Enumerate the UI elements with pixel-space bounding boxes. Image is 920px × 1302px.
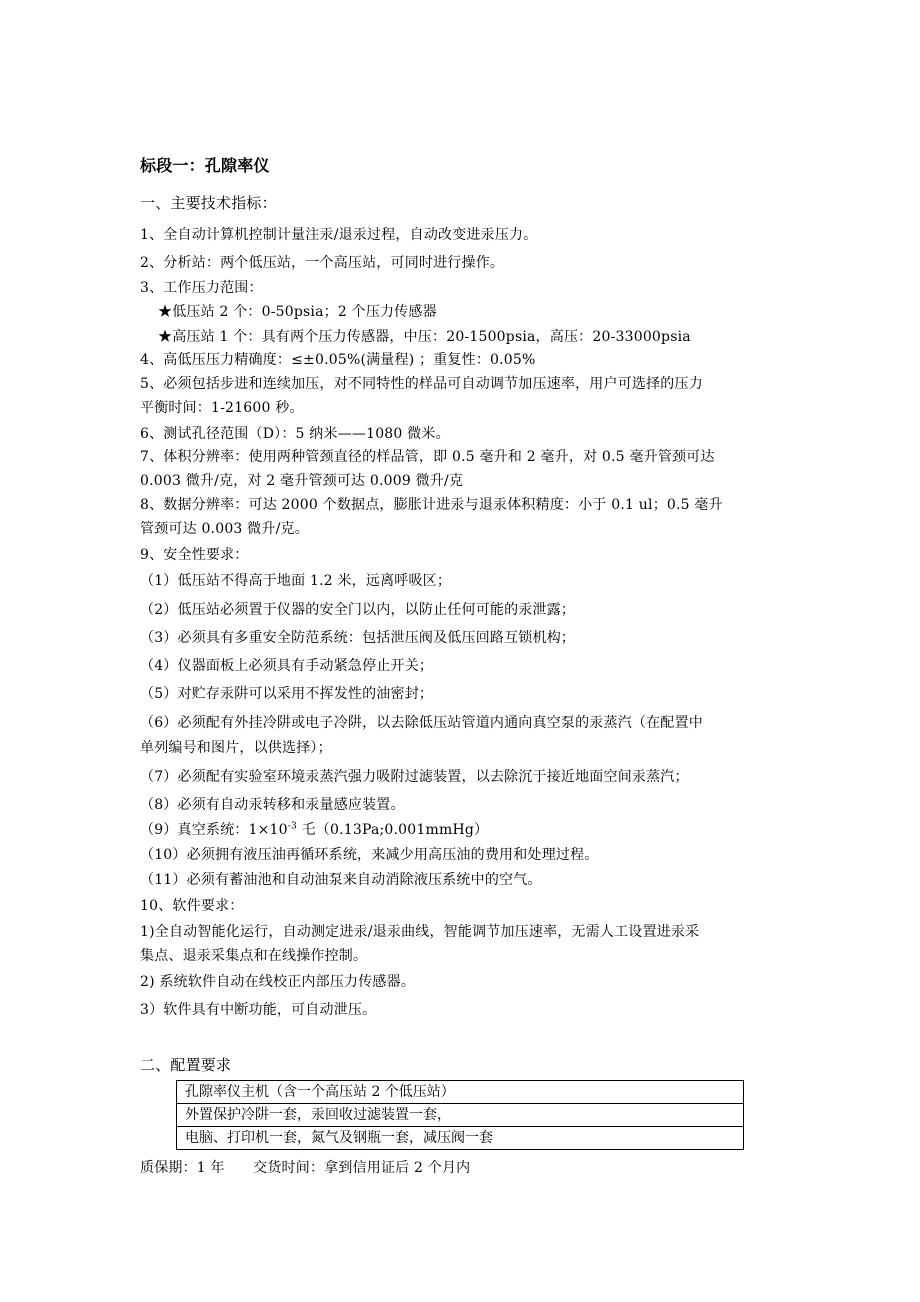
spec-item-7-line-2: 0.003 微升/克，对 2 毫升管颈可达 0.009 微升/克 [140,473,464,489]
table-row [177,1081,744,1104]
page-title: 标段一：孔隙率仪 [140,156,270,175]
safety-item-5: （5）对贮存汞阱可以采用不挥发性的油密封； [140,686,434,702]
safety-item-11: （11）必须有蓄油池和自动油泵来自动消除液压系统中的空气。 [140,872,542,888]
spec-item-2: 2、分析站：两个低压站，一个高压站，可同时进行操作。 [140,255,505,271]
software-item-2: 2) 系统软件自动在线校正内部压力传感器。 [140,974,416,990]
safety-item-1: （1）低压站不得高于地面 1.2 米，远离呼吸区； [140,573,452,589]
software-item-1-line-1: 1)全自动智能化运行，自动测定进汞/退汞曲线，智能调节加压速率，无需人工设置进汞采 [140,924,700,940]
safety-item-8: （8）必须有自动汞转移和汞量感应装置。 [140,797,405,813]
spec-item-1: 1、全自动计算机控制计量注汞/退汞过程，自动改变进汞压力。 [140,227,538,243]
safety-item-9-suffix: 乇（0.13Pa;0.001mmHg） [296,822,489,838]
table-cell: 电脑、打印机一套，氮气及钢瓶一套，减压阀一套 [177,1127,744,1150]
spec-item-3-low-pressure: ★低压站 2 个：0-50psia；2 个压力传感器 [158,304,437,320]
safety-item-6-line-1: （6）必须配有外挂冷阱或电子冷阱，以去除低压站管道内通向真空泵的汞蒸汽（在配置中 [140,715,703,731]
safety-item-6-line-2: 单列编号和图片，以供选择）； [140,740,332,756]
safety-item-9-prefix: （9）真空系统：1×10 [140,822,288,838]
software-item-3: 3）软件具有中断功能，可自动泄压。 [140,1002,377,1018]
safety-item-2: （2）低压站必须置于仪器的安全门以内，以防止任何可能的汞泄露； [140,602,576,618]
spec-item-4: 4、高低压压力精确度：≤±0.05%(满量程) ；重复性：0.05% [140,352,536,368]
section-2-title: 二、配置要求 [140,1056,232,1074]
table-cell: 孔隙率仪主机（含一个高压站 2 个低压站） [177,1081,744,1104]
spec-item-7-line-1: 7、体积分辨率：使用两种管颈直径的样品管，即 0.5 毫升和 2 毫升，对 0.5 毫升管颈可达 [140,449,715,465]
table-row [177,1104,744,1127]
safety-item-4: （4）仪器面板上必须具有手动紧急停止开关； [140,658,434,674]
spec-item-6: 6、测试孔径范围（D）：5 纳米——1080 微米。 [140,426,450,442]
section-1-title: 一、主要技术指标： [140,194,277,212]
config-table [176,1080,744,1150]
spec-item-10: 10、软件要求： [140,898,244,914]
safety-item-10: （10）必须拥有液压油再循环系统，来减少用高压油的费用和处理过程。 [140,847,599,863]
exponent: -3 [287,821,297,832]
safety-item-7: （7）必须配有实验室环境汞蒸汽强力吸附过滤装置，以去除沉于接近地面空间汞蒸汽； [140,769,689,785]
warranty-delivery-line: 质保期：1 年 交货时间：拿到信用证后 2 个月内 [140,1160,471,1176]
safety-item-3: （3）必须具有多重安全防范系统：包括泄压阀及低压回路互锁机构； [140,630,576,646]
spec-item-5-line-2: 平衡时间：1-21600 秒。 [140,400,304,416]
spec-item-3: 3、工作压力范围： [140,280,263,296]
software-item-1-line-2: 集点、退汞采集点和在线操作控制。 [140,948,368,964]
table-cell: 外置保护冷阱一套，汞回收过滤装置一套， [177,1104,744,1127]
spec-item-8-line-1: 8、数据分辨率：可达 2000 个数据点，膨胀计进汞与退汞体积精度：小于 0.1 ul；0.5 毫升 [140,497,723,513]
spec-item-5-line-1: 5、必须包括步进和连续加压，对不同特性的样品可自动调节加压速率，用户可选择的压力 [140,376,703,392]
safety-item-9 [140,820,488,840]
spec-item-8-line-2: 管颈可达 0.003 微升/克。 [140,521,309,537]
spec-item-3-high-pressure: ★高压站 1 个：具有两个压力传感器，中压：20-1500psia，高压：20-33000psia [158,329,691,345]
spec-item-9: 9、安全性要求： [140,547,249,563]
table-row [177,1127,744,1150]
